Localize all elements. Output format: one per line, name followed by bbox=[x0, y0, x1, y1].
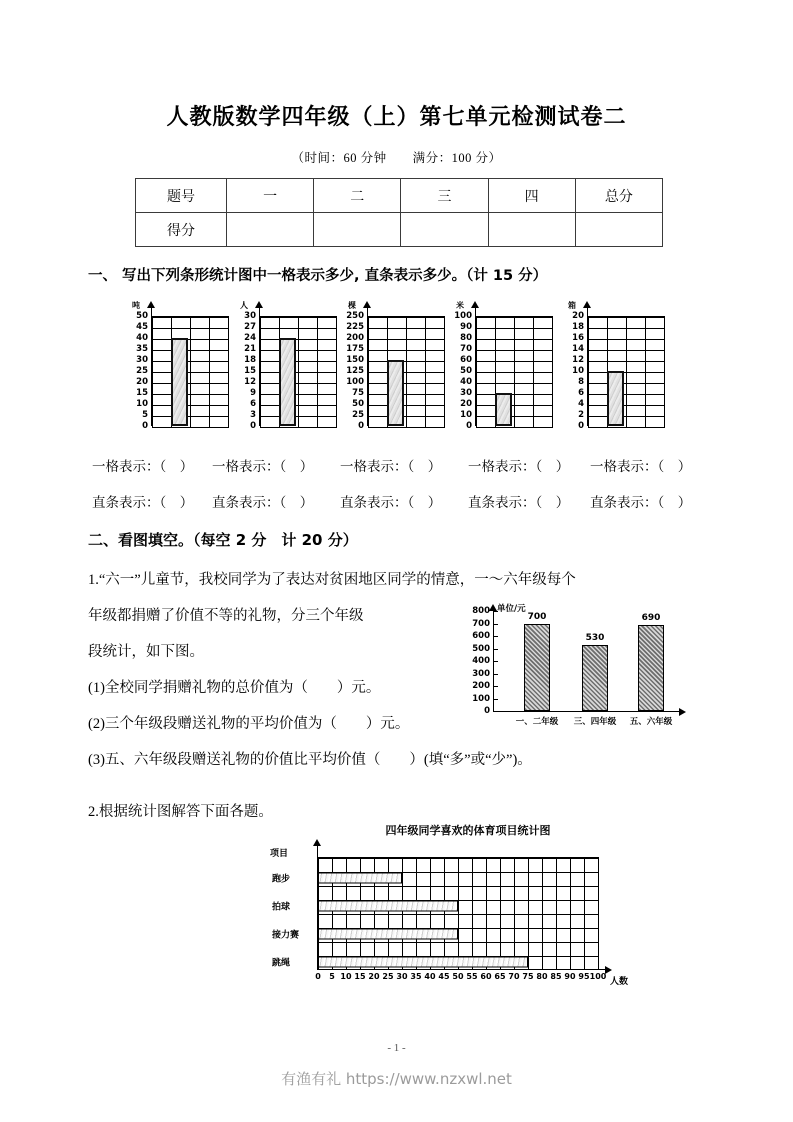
axis-tick-label: 21 bbox=[244, 343, 256, 354]
axis-tick-label: 15 bbox=[136, 387, 148, 398]
axis-tick-label: 500 bbox=[472, 643, 490, 654]
mini-bar-chart bbox=[228, 300, 346, 450]
axis-tick-label: 5 bbox=[329, 972, 335, 981]
axis-tick-label: 40 bbox=[136, 332, 148, 343]
axis-tick-label: 30 bbox=[460, 387, 472, 398]
axis-tick-label: 20 bbox=[572, 310, 584, 321]
axis-tick-label: 0 bbox=[466, 420, 472, 431]
table-row bbox=[136, 213, 663, 247]
axis-tick-label: 20 bbox=[136, 376, 148, 387]
chart-bar bbox=[279, 338, 296, 426]
chart-bar bbox=[524, 624, 550, 712]
axis-tick-label: 100 bbox=[589, 972, 607, 981]
chart-bar bbox=[318, 873, 402, 884]
axis-tick-label: 15 bbox=[244, 365, 256, 376]
bar-value-label: 530 bbox=[585, 632, 605, 643]
axis-tick-label: 100 bbox=[454, 310, 472, 321]
chart-grid bbox=[260, 316, 337, 428]
answer-blank-grid[interactable]: 一格表示：（ ） bbox=[92, 459, 194, 474]
axis-tick-label: 100 bbox=[346, 376, 364, 387]
exam-meta bbox=[0, 148, 793, 166]
chart-bar bbox=[387, 360, 404, 426]
axis-tick-label: 14 bbox=[572, 343, 584, 354]
axis-tick-label: 200 bbox=[472, 681, 490, 691]
axis-tick-mark bbox=[493, 686, 498, 687]
axis-tick-label: 800 bbox=[472, 606, 490, 616]
page-number: - 1 - bbox=[387, 1042, 406, 1054]
axis-tick-label: 70 bbox=[460, 343, 472, 354]
axis-tick-label: 70 bbox=[508, 972, 520, 981]
axis-tick-label: 200 bbox=[346, 332, 364, 343]
axis-tick-mark bbox=[493, 649, 498, 650]
mini-charts-row bbox=[0, 300, 793, 450]
row-header: 得分 bbox=[136, 213, 227, 247]
axis-tick-label: 700 bbox=[472, 618, 490, 629]
table-cell: 三 bbox=[401, 179, 488, 213]
score-entry-cell[interactable] bbox=[488, 213, 575, 247]
y-axis-label: 项目 bbox=[270, 849, 289, 859]
table-cell: 四 bbox=[488, 179, 575, 213]
q1-sub-2[interactable]: (2)三个年级段赠送礼物的平均价值为（ ）元。 bbox=[88, 716, 410, 732]
axis-tick-label: 600 bbox=[472, 631, 490, 641]
table-row bbox=[136, 179, 663, 213]
axis-tick-label: 55 bbox=[466, 972, 478, 981]
time-label: （时间：60 分钟 bbox=[291, 151, 387, 165]
axis-tick-label: 50 bbox=[136, 310, 148, 321]
chart-bar bbox=[582, 645, 608, 711]
axis-tick-label: 50 bbox=[452, 972, 464, 981]
mini-bar-chart bbox=[556, 300, 674, 450]
score-entry-cell[interactable] bbox=[401, 213, 488, 247]
chart-bar bbox=[318, 957, 528, 968]
axis-tick-mark bbox=[493, 636, 498, 637]
axis-tick-label: 85 bbox=[550, 972, 562, 981]
answer-blank-grid[interactable]: 一格表示：（ ） bbox=[340, 459, 442, 474]
fullscore-label: 满分：100 分） bbox=[412, 151, 502, 165]
page-title: 人教版数学四年级（上）第七单元检测试卷二 bbox=[166, 105, 627, 130]
axis-tick-label: 100 bbox=[472, 693, 490, 704]
bar-value-label: 700 bbox=[527, 611, 547, 622]
axis-tick-label: 30 bbox=[136, 354, 148, 365]
axis-tick-label: 175 bbox=[346, 343, 364, 354]
q1-sub-1[interactable]: (1)全校同学捐赠礼物的总价值为（ ）元。 bbox=[88, 680, 381, 696]
axis-tick-label: 30 bbox=[244, 310, 256, 321]
y-axis-ticks bbox=[444, 310, 474, 431]
category-label: 一、二年级 bbox=[515, 717, 559, 727]
chart-unit-label: 棵 bbox=[348, 301, 356, 310]
axis-tick-label: 27 bbox=[244, 321, 256, 332]
bar-value-label: 690 bbox=[641, 612, 661, 623]
chart-unit-label: 米 bbox=[456, 301, 464, 310]
axis-tick-label: 125 bbox=[346, 365, 364, 376]
y-axis-ticks bbox=[336, 310, 366, 431]
donation-bar-chart bbox=[455, 604, 705, 739]
axis-tick-label: 6 bbox=[250, 398, 256, 409]
axis-tick-label: 20 bbox=[460, 398, 472, 409]
axis-tick-mark bbox=[493, 674, 498, 675]
score-entry-cell[interactable] bbox=[575, 213, 662, 247]
axis-tick-label: 60 bbox=[460, 354, 472, 365]
axis-tick-label: 75 bbox=[352, 387, 364, 398]
score-entry-cell[interactable] bbox=[227, 213, 314, 247]
axis-tick-label: 18 bbox=[244, 354, 256, 365]
axis-tick-label: 0 bbox=[250, 420, 256, 431]
axis-tick-label: 50 bbox=[352, 398, 364, 409]
answer-blank-bar[interactable]: 直条表示：（ ） bbox=[340, 495, 442, 510]
answer-blank-grid[interactable]: 一格表示：（ ） bbox=[468, 459, 570, 474]
row-header: 题号 bbox=[136, 179, 227, 213]
mini-bar-chart bbox=[120, 300, 238, 450]
axis-tick-label: 40 bbox=[460, 376, 472, 387]
y-axis-ticks bbox=[228, 310, 258, 431]
x-axis bbox=[317, 969, 607, 970]
axis-tick-label: 10 bbox=[460, 409, 472, 420]
chart-grid bbox=[152, 316, 229, 428]
chart-bar bbox=[607, 371, 624, 426]
axis-tick-label: 12 bbox=[244, 376, 256, 387]
chart-grid bbox=[368, 316, 445, 428]
axis-tick-label: 10 bbox=[340, 972, 352, 981]
axis-tick-label: 0 bbox=[142, 420, 148, 431]
axis-tick-label: 18 bbox=[572, 321, 584, 332]
category-label: 五、六年级 bbox=[629, 717, 673, 727]
axis-tick-label: 250 bbox=[346, 310, 364, 321]
q1-line-2: 年级都捐赠了价值不等的礼物，分三个年级 bbox=[88, 608, 364, 624]
section-2-heading: 二、看图填空。（每空 2 分 计 20 分） bbox=[88, 531, 358, 549]
axis-tick-label: 30 bbox=[396, 972, 408, 981]
axis-tick-label: 25 bbox=[382, 972, 394, 981]
axis-tick-mark bbox=[493, 711, 498, 712]
answer-blank-bar[interactable]: 直条表示：（ ） bbox=[468, 495, 570, 510]
axis-tick-label: 90 bbox=[460, 321, 472, 332]
axis-tick-label: 60 bbox=[480, 972, 492, 981]
axis-tick-label: 10 bbox=[572, 365, 584, 376]
category-label: 跳绳 bbox=[272, 958, 291, 969]
axis-tick-label: 45 bbox=[438, 972, 450, 981]
axis-tick-label: 0 bbox=[484, 706, 490, 716]
category-label: 拍球 bbox=[272, 902, 291, 913]
answer-blank-grid[interactable]: 一格表示：（ ） bbox=[212, 459, 314, 474]
axis-tick-label: 25 bbox=[136, 365, 148, 376]
axis-tick-label: 0 bbox=[358, 420, 364, 431]
x-axis-label: 人数 bbox=[610, 977, 629, 987]
x-axis bbox=[493, 711, 681, 712]
axis-tick-label: 2 bbox=[578, 409, 584, 420]
axis-tick-label: 300 bbox=[472, 668, 490, 679]
chart-title: 四年级同学喜欢的体育项目统计图 bbox=[385, 824, 551, 837]
y-axis-ticks bbox=[120, 310, 150, 431]
axis-tick-label: 150 bbox=[346, 354, 364, 365]
axis-tick-label: 9 bbox=[250, 387, 256, 398]
axis-tick-label: 50 bbox=[460, 365, 472, 376]
axis-tick-label: 25 bbox=[352, 409, 364, 420]
axis-tick-label: 225 bbox=[346, 321, 364, 332]
chart-unit-label: 吨 bbox=[132, 301, 140, 310]
y-axis-ticks bbox=[556, 310, 586, 431]
table-cell: 二 bbox=[314, 179, 401, 213]
axis-tick-label: 35 bbox=[410, 972, 422, 981]
axis-tick-label: 5 bbox=[142, 409, 148, 420]
chart-unit-label: 箱 bbox=[568, 301, 576, 310]
axis-tick-label: 80 bbox=[460, 332, 472, 343]
axis-tick-label: 40 bbox=[424, 972, 436, 981]
chart-grid bbox=[588, 316, 665, 428]
category-label: 三、四年级 bbox=[573, 717, 617, 727]
axis-tick-label: 80 bbox=[536, 972, 548, 981]
table-cell: 一 bbox=[227, 179, 314, 213]
axis-tick-label: 45 bbox=[136, 321, 148, 332]
axis-tick-label: 24 bbox=[244, 332, 256, 343]
q1-sub-3[interactable]: (3)五、六年级段赠送礼物的价值比平均价值（ ）(填“多”或“少”)。 bbox=[88, 752, 532, 768]
x-axis-arrow-icon bbox=[679, 708, 686, 716]
chart-bar bbox=[638, 625, 664, 711]
sports-bar-chart bbox=[258, 822, 658, 1007]
chart-bar bbox=[318, 901, 458, 912]
chart-grid bbox=[476, 316, 553, 428]
axis-tick-mark bbox=[493, 611, 498, 612]
q1-line-3: 段统计，如下图。 bbox=[88, 644, 204, 660]
answer-blank-bar[interactable]: 直条表示：（ ） bbox=[590, 495, 692, 510]
axis-tick-label: 90 bbox=[564, 972, 576, 981]
category-label: 接力赛 bbox=[272, 930, 300, 941]
chart-unit-label: 人 bbox=[240, 301, 248, 310]
category-label: 跑步 bbox=[272, 874, 291, 885]
axis-tick-label: 15 bbox=[354, 972, 366, 981]
q1-line-1: 1.“六一”儿童节，我校同学为了表达对贫困地区同学的情意，一～六年级每个 bbox=[88, 572, 576, 588]
chart-bar bbox=[318, 929, 458, 940]
axis-tick-label: 65 bbox=[494, 972, 506, 981]
axis-tick-label: 400 bbox=[472, 656, 490, 666]
table-cell: 总分 bbox=[575, 179, 662, 213]
q2-text: 2.根据统计图解答下面各题。 bbox=[88, 804, 273, 820]
axis-tick-label: 75 bbox=[522, 972, 534, 981]
score-entry-cell[interactable] bbox=[314, 213, 401, 247]
chart-unit-label: 单位/元 bbox=[497, 604, 526, 614]
chart-bar bbox=[171, 338, 188, 426]
answer-blank-bar[interactable]: 直条表示：（ ） bbox=[92, 495, 194, 510]
axis-tick-label: 4 bbox=[578, 398, 584, 409]
axis-tick-label: 8 bbox=[578, 376, 584, 387]
axis-tick-label: 3 bbox=[250, 409, 256, 420]
axis-tick-label: 20 bbox=[368, 972, 380, 981]
axis-tick-label: 6 bbox=[578, 387, 584, 398]
chart-bar bbox=[495, 393, 512, 426]
answer-blank-grid[interactable]: 一格表示：（ ） bbox=[590, 459, 692, 474]
axis-tick-label: 10 bbox=[136, 398, 148, 409]
mini-bar-chart bbox=[336, 300, 454, 450]
watermark: 有渔有礼 https://www.nzxwl.net bbox=[281, 1070, 512, 1088]
axis-tick-mark bbox=[493, 699, 498, 700]
axis-tick-mark bbox=[493, 624, 498, 625]
axis-tick-label: 35 bbox=[136, 343, 148, 354]
mini-bar-chart bbox=[444, 300, 562, 450]
answer-blank-bar[interactable]: 直条表示：（ ） bbox=[212, 495, 314, 510]
axis-tick-label: 16 bbox=[572, 332, 584, 343]
section-1-heading: 一、 写出下列条形统计图中一格表示多少, 直条表示多少。（计 15 分） bbox=[88, 268, 548, 284]
score-table bbox=[135, 178, 663, 247]
axis-tick-label: 12 bbox=[572, 354, 584, 365]
axis-tick-mark bbox=[493, 661, 498, 662]
axis-tick-label: 95 bbox=[578, 972, 590, 981]
axis-tick-label: 0 bbox=[315, 972, 321, 981]
axis-tick-label: 0 bbox=[578, 420, 584, 431]
